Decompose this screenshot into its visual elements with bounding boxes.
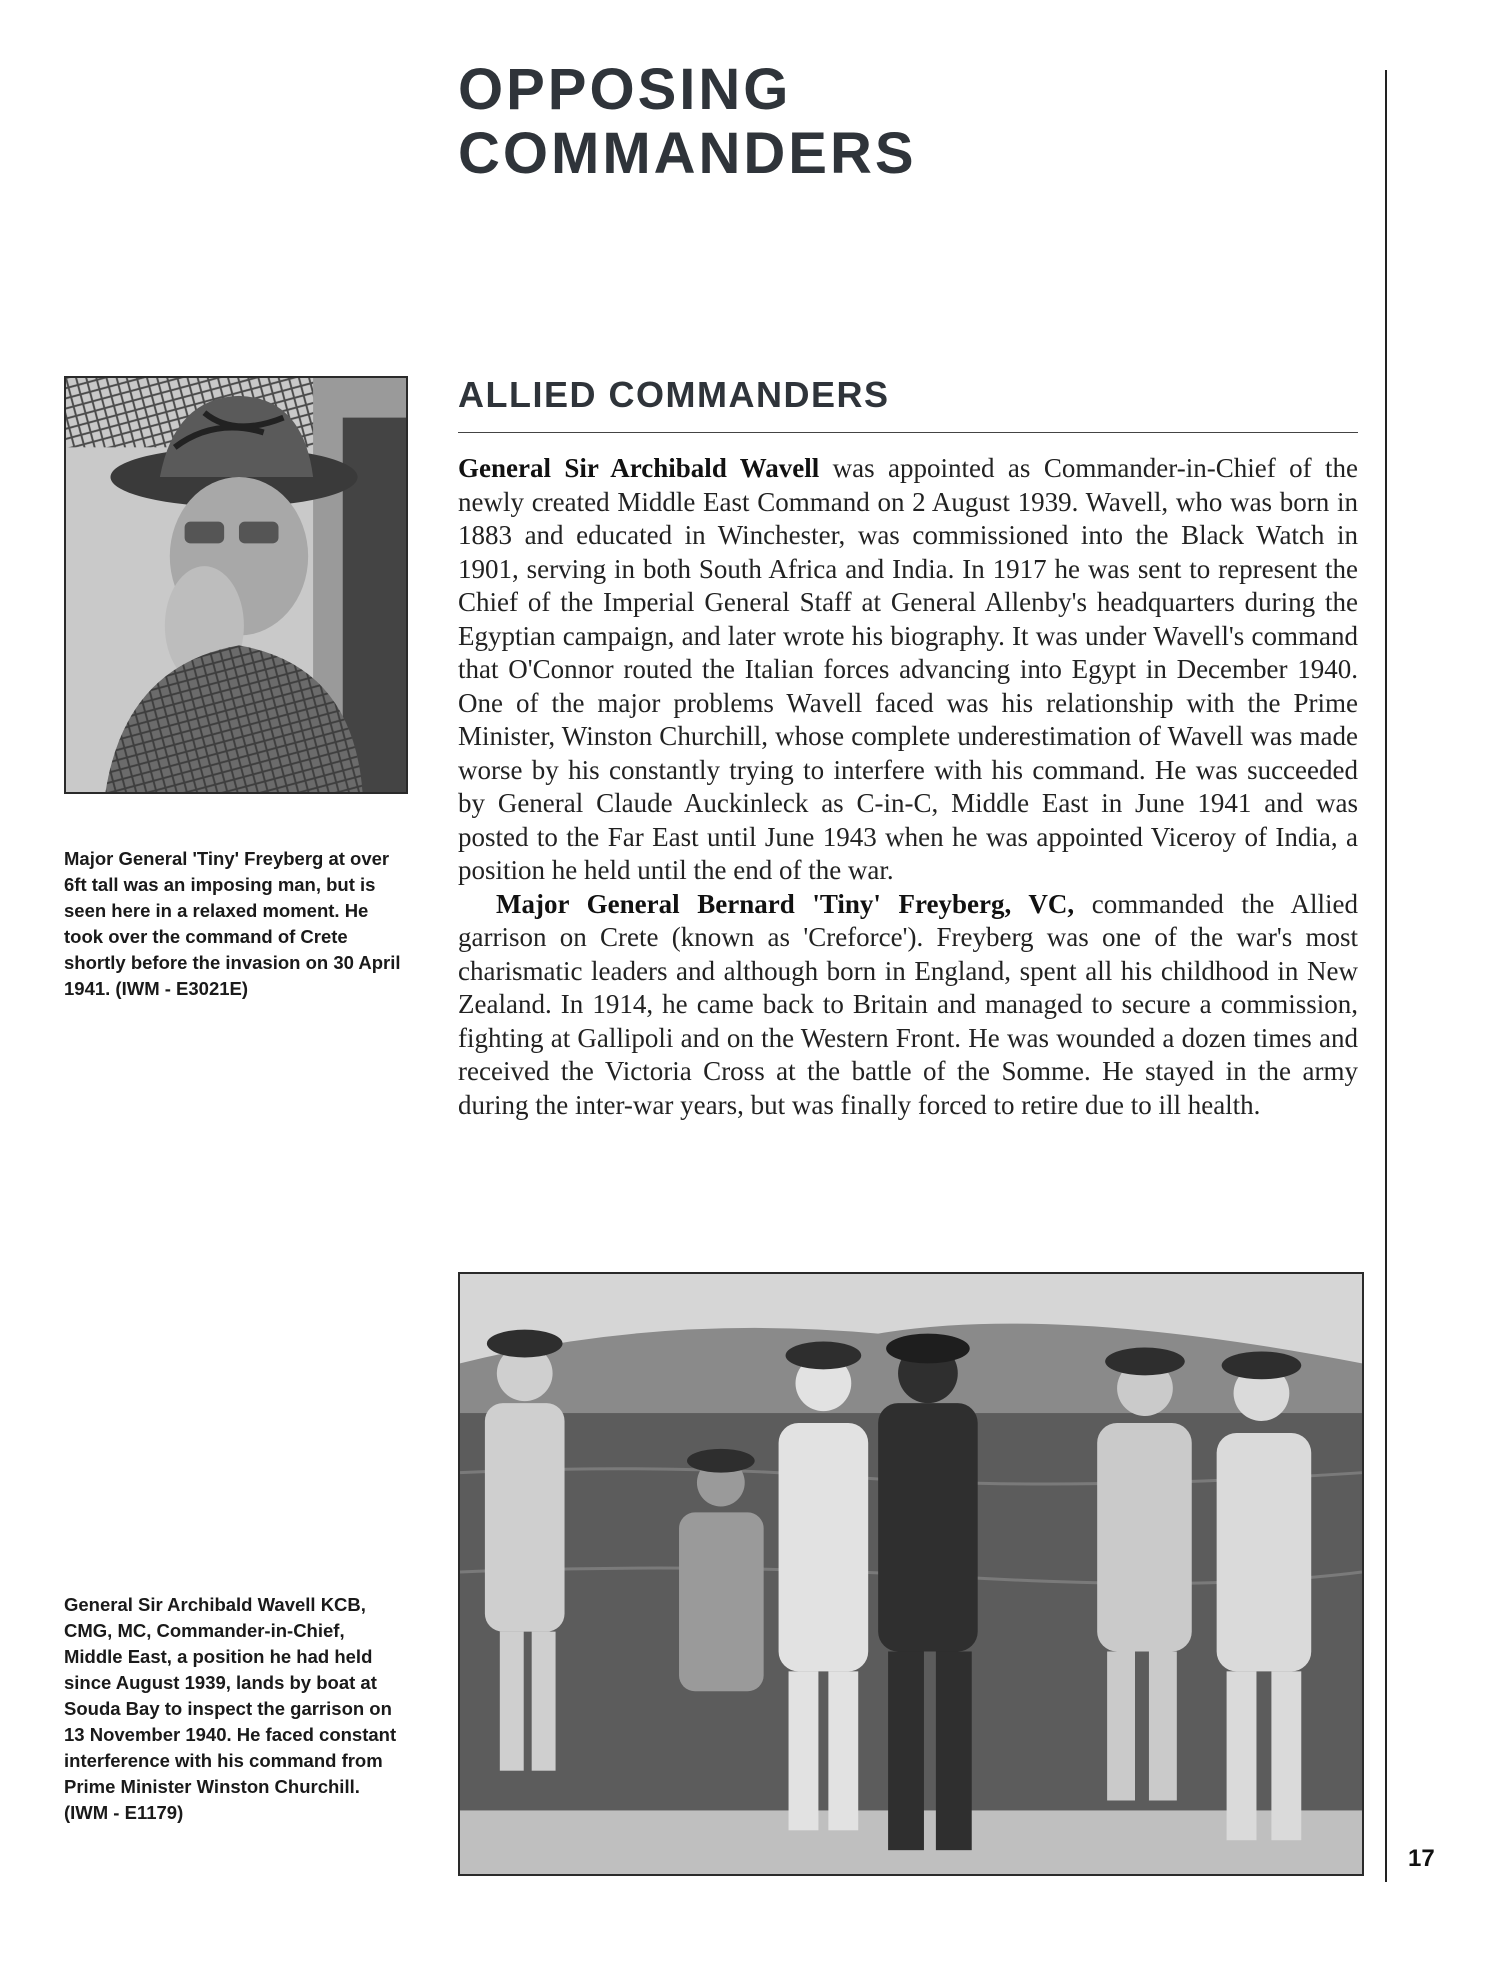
wavell-caption: General Sir Archibald Wavell KCB, CMG, MC, Commander-in-Chief, Middle East, a position he had held since August 1939, lands by boat at Souda Bay to inspect the garrison on 13 November 1940. He faced constant interference with his command from Prime Minister Winston Churchill. (IWM - E1179) [64,1594,397,1823]
vertical-rule [1385,70,1387,1882]
page-number: 17 [1408,1845,1435,1872]
paragraph-body: commanded the Allied garrison on Crete (known as 'Creforce'). Freyberg was one of the war's most charismatic leaders and although born in England, spent all his childhood in New Zealand. In 1914, he came back to Britain and managed to secure a commission, fighting at Gallipoli and on the Western Front. He was wounded a dozen times and received the Victoria Cross at the battle of the Somme. He stayed in the army during the inter-war years, but was finally forced to retire due to ill health. [458,888,1358,1120]
paragraph-lead-name: General Sir Archibald Wavell [458,453,820,483]
freyberg-photo [64,376,408,794]
body-text [458,452,1358,1122]
chapter-title [458,58,917,186]
chapter-title-line-1: OPPOSING [458,57,792,122]
freyberg-caption: Major General 'Tiny' Freyberg at over 6ft tall was an imposing man, but is seen here in a relaxed moment. He took over the command of Crete shortly before the invasion on 30 April 1941. (IWM - E3021E) [64,848,401,999]
heading-rule [458,432,1358,433]
section-heading: ALLIED COMMANDERS [458,374,890,415]
chapter-title-line-2: COMMANDERS [458,121,917,186]
paragraph-freyberg [458,888,1358,1123]
wavell-landing-photo [458,1272,1364,1876]
paragraph-wavell [458,452,1358,888]
paragraph-lead-name: Major General Bernard 'Tiny' Freyberg, VC, [496,888,1075,919]
paragraph-body: was appointed as Commander-in-Chief of the newly created Middle East Command on 2 August 1939. Wavell, who was born in 1883 and educated in Winchester, was commissioned into the Black Watch in 1901, serving in both South Africa and India. In 1917 he was sent to represent the Chief of the Imperial General Staff at General Allenby's headquarters during the Egyptian campaign, and later wrote his biography. It was under Wavell's command that O'Connor routed the Italian forces advancing into Egypt in December 1940. One of the major problems Wavell faced was his relationship with the Prime Minister, Winston Churchill, whose complete underestimation of Wavell was made worse by his constantly trying to interfere with his command. He was succeeded by General Claude Auckinleck as C-in-C, Middle East in June 1941 and was posted to the Far East until June 1943 when he was appointed Viceroy of India, a position he held until the end of the war. [458,453,1358,885]
